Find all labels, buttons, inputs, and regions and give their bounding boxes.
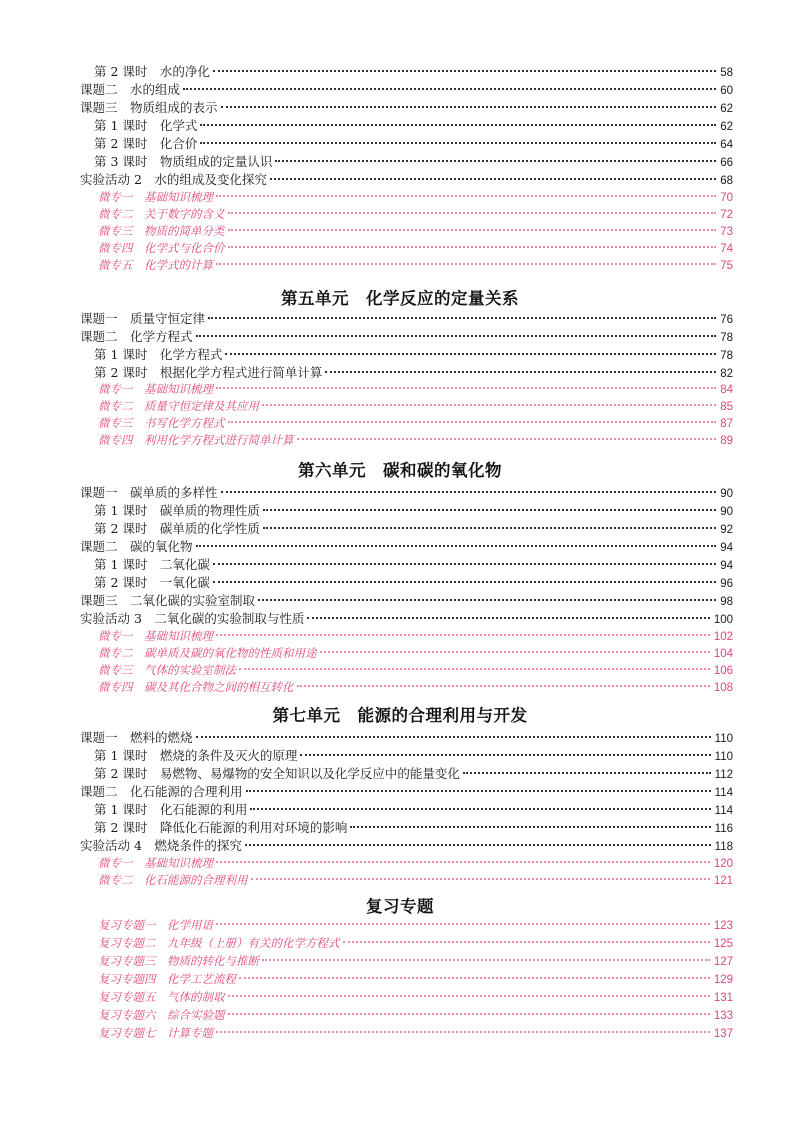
toc-entry-label: 课题三 二氧化碳的实验室制取 bbox=[80, 593, 256, 608]
toc-entry-label: 第 1 课时 二氧化碳 bbox=[94, 557, 210, 572]
dot-leader bbox=[216, 1030, 710, 1033]
toc-entry-label: 复习专题六 综合实验题 bbox=[98, 1008, 225, 1022]
toc-entry-label: 复习专题五 气体的制取 bbox=[98, 990, 225, 1004]
toc-entry-topic[interactable] bbox=[98, 662, 733, 678]
dot-leader bbox=[221, 490, 717, 493]
dot-leader bbox=[325, 370, 716, 373]
toc-page-number: 96 bbox=[720, 578, 733, 590]
toc-entry-label: 第 1 课时 化学方程式 bbox=[94, 347, 223, 362]
toc-entry[interactable] bbox=[94, 347, 733, 363]
toc-entry-label: 第 2 课时 水的净化 bbox=[94, 64, 210, 79]
dot-leader bbox=[228, 228, 717, 231]
toc-page-number: 94 bbox=[720, 542, 733, 554]
toc-entry-label: 微专四 化学式与化合价 bbox=[98, 241, 225, 255]
toc-entry[interactable] bbox=[80, 784, 733, 800]
toc-page-number: 129 bbox=[713, 974, 733, 986]
toc-entry[interactable] bbox=[94, 557, 733, 573]
dot-leader bbox=[343, 940, 710, 943]
toc-entry-topic[interactable] bbox=[98, 628, 733, 644]
toc-entry-label: 课题二 水的组成 bbox=[80, 82, 181, 97]
toc-page-number: 133 bbox=[713, 1010, 733, 1022]
dot-leader bbox=[297, 684, 710, 687]
dot-leader bbox=[228, 245, 717, 248]
dot-leader bbox=[251, 877, 710, 880]
dot-leader bbox=[213, 562, 716, 565]
toc-entry-label: 第 2 课时 一氧化碳 bbox=[94, 575, 210, 590]
dot-leader bbox=[263, 508, 716, 511]
toc-page-number: 121 bbox=[713, 875, 733, 887]
toc-entry[interactable] bbox=[80, 539, 733, 555]
dot-leader bbox=[246, 789, 711, 792]
dot-leader bbox=[300, 753, 710, 756]
toc-page-number: 114 bbox=[714, 805, 733, 817]
dot-leader bbox=[463, 771, 711, 774]
toc-page-number: 78 bbox=[720, 332, 733, 344]
toc-entry-topic[interactable] bbox=[98, 415, 733, 431]
toc-entry-label: 微专三 气体的实验室制法 bbox=[98, 663, 236, 677]
toc-entry-label: 微专二 关于数字的含义 bbox=[98, 207, 225, 221]
dot-leader bbox=[262, 403, 716, 406]
toc-page-number: 74 bbox=[720, 243, 733, 255]
toc-entry[interactable] bbox=[94, 365, 733, 381]
toc-entry-review[interactable] bbox=[98, 1007, 733, 1023]
toc-entry-label: 微专三 物质的简单分类 bbox=[98, 224, 225, 238]
toc-entry[interactable] bbox=[80, 485, 733, 501]
dot-leader bbox=[297, 437, 717, 440]
dot-leader bbox=[228, 420, 717, 423]
toc-page-number: 131 bbox=[713, 992, 733, 1004]
toc-entry[interactable] bbox=[94, 154, 733, 170]
dot-leader bbox=[221, 105, 717, 108]
toc-page-number: 68 bbox=[720, 175, 733, 187]
toc-entry[interactable] bbox=[80, 611, 733, 627]
toc-entry-label: 实验活动 3 二氧化碳的实验制取与性质 bbox=[80, 611, 305, 626]
toc-entry[interactable] bbox=[94, 766, 733, 782]
dot-leader bbox=[275, 159, 716, 162]
toc-page-number: 66 bbox=[720, 157, 733, 169]
toc-entry-review[interactable] bbox=[98, 935, 733, 951]
toc-page-number: 114 bbox=[714, 787, 733, 799]
toc-page-number: 72 bbox=[720, 209, 733, 221]
toc-entry-label: 微专四 利用化学方程式进行简单计算 bbox=[98, 433, 294, 447]
toc-entry[interactable] bbox=[94, 503, 733, 519]
unit-5-heading: 第五单元 化学反应的定量关系 bbox=[281, 289, 519, 308]
toc-entry-label: 课题二 碳的氧化物 bbox=[80, 539, 193, 554]
toc-page-number: 78 bbox=[720, 350, 733, 362]
toc-entry-topic[interactable] bbox=[98, 206, 733, 222]
toc-page-number: 90 bbox=[720, 488, 733, 500]
dot-leader bbox=[183, 87, 716, 90]
toc-entry-label: 微专一 基础知识梳理 bbox=[98, 629, 213, 643]
toc-page-number: 75 bbox=[720, 260, 733, 272]
toc-entry[interactable] bbox=[80, 172, 733, 188]
dot-leader bbox=[239, 976, 710, 979]
toc-entry-label: 微专二 碳单质及碳的氧化物的性质和用途 bbox=[98, 646, 317, 660]
toc-page-number: 116 bbox=[714, 823, 733, 835]
toc-entry-label: 第 2 课时 碳单质的化学性质 bbox=[94, 521, 260, 536]
toc-page-number: 82 bbox=[720, 368, 733, 380]
unit-6-heading: 第六单元 碳和碳的氧化物 bbox=[298, 461, 502, 480]
toc-entry[interactable] bbox=[94, 820, 733, 836]
dot-leader bbox=[216, 194, 716, 197]
toc-entry-review[interactable] bbox=[98, 989, 733, 1005]
dot-leader bbox=[216, 860, 710, 863]
toc-page-number: 123 bbox=[713, 920, 733, 932]
toc-page-number: 70 bbox=[720, 192, 733, 204]
toc-entry[interactable] bbox=[80, 329, 733, 345]
toc-entry[interactable] bbox=[80, 838, 733, 854]
dot-leader bbox=[228, 994, 710, 997]
toc-entry-review[interactable] bbox=[98, 1025, 733, 1041]
toc-entry-label: 第 1 课时 化学式 bbox=[94, 118, 198, 133]
dot-leader bbox=[250, 807, 710, 810]
toc-entry-label: 复习专题一 化学用语 bbox=[98, 918, 213, 932]
dot-leader bbox=[262, 958, 710, 961]
toc-page-number: 127 bbox=[713, 956, 733, 968]
toc-page-number: 62 bbox=[720, 121, 733, 133]
toc-entry-label: 课题一 碳单质的多样性 bbox=[80, 485, 218, 500]
toc-entry-label: 课题二 化学方程式 bbox=[80, 329, 193, 344]
toc-entry-label: 复习专题三 物质的转化与推断 bbox=[98, 954, 259, 968]
toc-entry[interactable] bbox=[80, 311, 733, 327]
toc-entry-topic[interactable] bbox=[98, 679, 733, 695]
toc-entry[interactable] bbox=[94, 802, 733, 818]
toc-page-number: 90 bbox=[720, 506, 733, 518]
toc-entry-label: 第 3 课时 物质组成的定量认识 bbox=[94, 154, 273, 169]
toc-page-number: 92 bbox=[720, 524, 733, 536]
toc-entry-label: 实验活动 2 水的组成及变化探究 bbox=[80, 172, 267, 187]
toc-entry-label: 微专五 化学式的计算 bbox=[98, 258, 213, 272]
toc-entry-topic[interactable] bbox=[98, 257, 733, 273]
dot-leader bbox=[200, 141, 716, 144]
dot-leader bbox=[225, 352, 716, 355]
toc-page-number: 106 bbox=[713, 665, 733, 677]
toc-page-number: 110 bbox=[714, 733, 733, 745]
toc-entry-label: 微专二 化石能源的合理利用 bbox=[98, 873, 248, 887]
toc-entry-topic[interactable] bbox=[98, 223, 733, 239]
toc-page-number: 60 bbox=[720, 85, 733, 97]
toc-page-number: 120 bbox=[713, 858, 733, 870]
toc-entry-review[interactable] bbox=[98, 953, 733, 969]
toc-entry-label: 第 1 课时 化石能源的利用 bbox=[94, 802, 248, 817]
dot-leader bbox=[258, 598, 716, 601]
toc-entry[interactable] bbox=[80, 100, 733, 116]
toc-entry-label: 微专三 书写化学方程式 bbox=[98, 416, 225, 430]
toc-page-number: 76 bbox=[720, 314, 733, 326]
toc-entry-topic[interactable] bbox=[98, 855, 733, 871]
toc-entry[interactable] bbox=[94, 118, 733, 134]
toc-entry[interactable] bbox=[80, 593, 733, 609]
dot-leader bbox=[350, 825, 710, 828]
dot-leader bbox=[196, 334, 717, 337]
review-heading: 复习专题 bbox=[366, 897, 434, 916]
toc-entry-label: 实验活动 4 燃烧条件的探究 bbox=[80, 838, 242, 853]
toc-entry-label: 第 2 课时 降低化石能源的利用对环境的影响 bbox=[94, 820, 348, 835]
toc-entry[interactable] bbox=[94, 64, 733, 80]
toc-page-number: 62 bbox=[720, 103, 733, 115]
toc-entry-label: 第 1 课时 燃烧的条件及灭火的原理 bbox=[94, 748, 298, 763]
toc-entry-topic[interactable] bbox=[98, 240, 733, 256]
toc-page-number: 102 bbox=[713, 631, 733, 643]
toc-page-number: 85 bbox=[720, 401, 733, 413]
toc-entry-topic[interactable] bbox=[98, 872, 733, 888]
toc-page-number: 100 bbox=[713, 614, 733, 626]
toc-entry-label: 微专二 质量守恒定律及其应用 bbox=[98, 399, 259, 413]
dot-leader bbox=[263, 526, 716, 529]
toc-page-number: 94 bbox=[720, 560, 733, 572]
dot-leader bbox=[245, 843, 711, 846]
dot-leader bbox=[208, 316, 716, 319]
toc-page-number: 84 bbox=[720, 384, 733, 396]
dot-leader bbox=[270, 177, 716, 180]
toc-entry-label: 第 2 课时 根据化学方程式进行简单计算 bbox=[94, 365, 323, 380]
toc-entry-review[interactable] bbox=[98, 917, 733, 933]
toc-entry-label: 课题二 化石能源的合理利用 bbox=[80, 784, 243, 799]
dot-leader bbox=[320, 650, 710, 653]
toc-entry[interactable] bbox=[80, 82, 733, 98]
dot-leader bbox=[239, 667, 710, 670]
toc-entry-label: 复习专题二 九年级（上册）有关的化学方程式 bbox=[98, 936, 340, 950]
toc-page-number: 125 bbox=[713, 938, 733, 950]
toc-entry-label: 微专一 基础知识梳理 bbox=[98, 190, 213, 204]
toc-entry-topic[interactable] bbox=[98, 398, 733, 414]
toc-page-number: 108 bbox=[713, 682, 733, 694]
toc-entry-label: 课题一 质量守恒定律 bbox=[80, 311, 206, 326]
dot-leader bbox=[196, 544, 717, 547]
dot-leader bbox=[307, 616, 709, 619]
toc-page-number: 112 bbox=[714, 769, 733, 781]
toc-entry[interactable] bbox=[94, 521, 733, 537]
dot-leader bbox=[213, 69, 716, 72]
toc-page-number: 104 bbox=[713, 648, 733, 660]
toc-page-number: 98 bbox=[720, 596, 733, 608]
dot-leader bbox=[213, 580, 716, 583]
toc-entry-topic[interactable] bbox=[98, 432, 733, 448]
toc-entry-label: 第 2 课时 化合价 bbox=[94, 136, 198, 151]
dot-leader bbox=[216, 633, 710, 636]
toc-entry-label: 微专一 基础知识梳理 bbox=[98, 382, 213, 396]
toc-page-number: 58 bbox=[720, 67, 733, 79]
toc-entry-label: 复习专题七 计算专题 bbox=[98, 1026, 213, 1040]
dot-leader bbox=[228, 1012, 710, 1015]
toc-page-number: 118 bbox=[714, 841, 733, 853]
toc-entry-topic[interactable] bbox=[98, 645, 733, 661]
toc-entry-topic[interactable] bbox=[98, 381, 733, 397]
toc-entry-label: 课题三 物质组成的表示 bbox=[80, 100, 218, 115]
dot-leader bbox=[216, 386, 716, 389]
toc-entry[interactable] bbox=[94, 136, 733, 152]
dot-leader bbox=[196, 735, 711, 738]
toc-entry-label: 第 1 课时 碳单质的物理性质 bbox=[94, 503, 260, 518]
dot-leader bbox=[216, 922, 710, 925]
toc-entry[interactable] bbox=[94, 748, 733, 764]
toc-page-number: 73 bbox=[720, 226, 733, 238]
toc-entry-label: 第 2 课时 易燃物、易爆物的安全知识以及化学反应中的能量变化 bbox=[94, 766, 460, 781]
dot-leader bbox=[216, 262, 716, 265]
dot-leader bbox=[228, 211, 717, 214]
toc-entry-label: 微专四 碳及其化合物之间的相互转化 bbox=[98, 680, 294, 694]
toc-page-number: 110 bbox=[714, 751, 733, 763]
toc-entry-label: 课题一 燃料的燃烧 bbox=[80, 730, 193, 745]
toc-entry-label: 复习专题四 化学工艺流程 bbox=[98, 972, 236, 986]
toc-page-number: 87 bbox=[720, 418, 733, 430]
toc-entry[interactable] bbox=[94, 575, 733, 591]
toc-page-number: 64 bbox=[720, 139, 733, 151]
toc-entry-label: 微专一 基础知识梳理 bbox=[98, 856, 213, 870]
toc-page-number: 137 bbox=[713, 1028, 733, 1040]
toc-entry-review[interactable] bbox=[98, 971, 733, 987]
dot-leader bbox=[200, 123, 716, 126]
toc-page-number: 89 bbox=[720, 435, 733, 447]
unit-7-heading: 第七单元 能源的合理利用与开发 bbox=[272, 706, 528, 725]
toc-entry[interactable] bbox=[80, 730, 733, 746]
toc-entry-topic[interactable] bbox=[98, 189, 733, 205]
